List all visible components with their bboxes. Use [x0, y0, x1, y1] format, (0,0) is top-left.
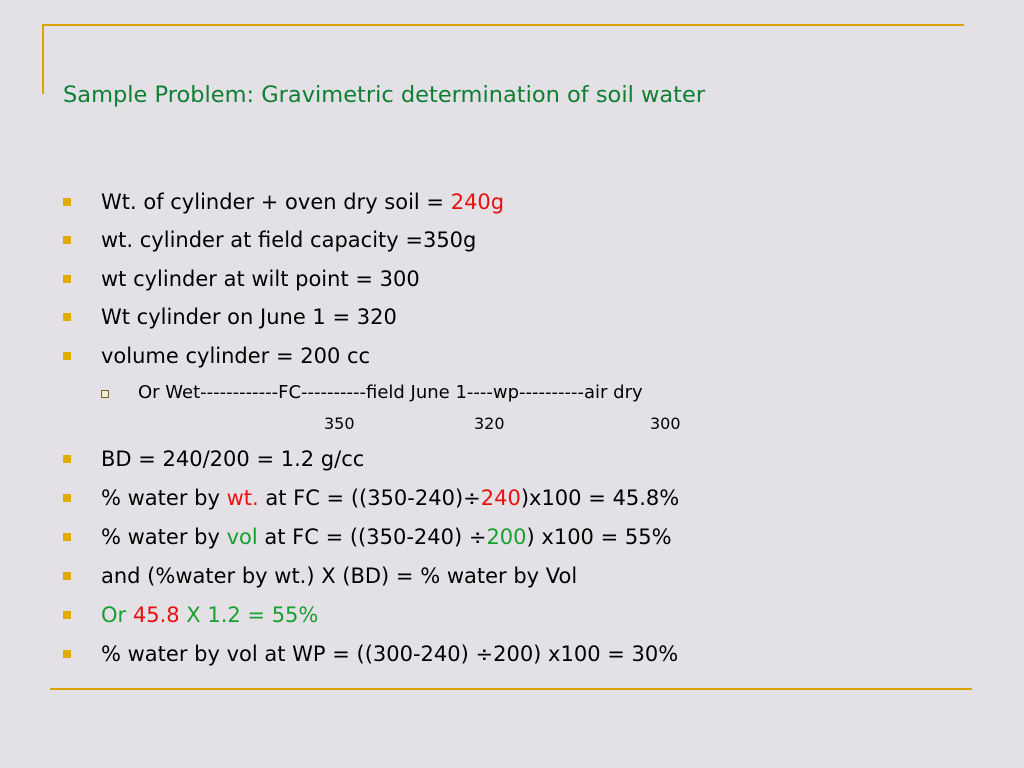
- bullet-text: and (%water by wt.) X (BD) = % water by Vol: [101, 564, 578, 588]
- bullet-icon: [63, 650, 71, 658]
- frame-top-line: [42, 24, 964, 26]
- frame-bottom-line: [50, 688, 972, 690]
- highlight-value: 45.8: [132, 603, 180, 627]
- value-label: 350: [324, 414, 355, 433]
- value-label: 320: [474, 414, 505, 433]
- bullet-text: Wt cylinder on June 1 = 320: [101, 305, 397, 329]
- highlight-word: vol: [226, 525, 258, 549]
- bullet-text: Wt. of cylinder + oven dry soil =: [101, 190, 451, 214]
- bullet-text: BD = 240/200 = 1.2 g/cc: [101, 447, 365, 471]
- sub-bullet-icon: [101, 390, 109, 398]
- text-segment: X 1.2 = 55%: [179, 603, 319, 627]
- highlight-value: 240g: [450, 190, 505, 214]
- bullet-text: volume cylinder = 200 cc: [101, 344, 371, 368]
- bullet-icon: [63, 572, 71, 580]
- text-segment: % water by: [101, 486, 227, 510]
- text-segment: Or: [101, 603, 133, 627]
- bullet-icon: [63, 611, 71, 619]
- text-segment: )x100 = 45.8%: [520, 486, 680, 510]
- bullet-icon: [63, 198, 71, 206]
- frame-left-line: [42, 24, 44, 94]
- text-segment: at FC = ((350-240)÷: [258, 486, 481, 510]
- bullet-icon: [63, 236, 71, 244]
- sub-list-item: Or Wet------------FC----------field June 1----wp----------air dry: [138, 382, 643, 403]
- bullet-text: wt. cylinder at field capacity =350g: [101, 228, 477, 252]
- bullet-icon: [63, 352, 71, 360]
- highlight-value: 200: [486, 525, 527, 549]
- bullet-icon: [63, 533, 71, 541]
- text-segment: ) x100 = 55%: [526, 525, 672, 549]
- text-segment: % water by: [101, 525, 227, 549]
- bullet-text: wt cylinder at wilt point = 300: [101, 267, 420, 291]
- bullet-text: % water by vol at WP = ((300-240) ÷200) x100 = 30%: [101, 642, 679, 666]
- value-label: 300: [650, 414, 681, 433]
- slide-title: Sample Problem: Gravimetric determination of soil water: [63, 82, 706, 108]
- highlight-value: 240: [480, 486, 521, 510]
- bullet-icon: [63, 313, 71, 321]
- bullet-icon: [63, 275, 71, 283]
- text-segment: at FC = ((350-240) ÷: [257, 525, 487, 549]
- bullet-icon: [63, 494, 71, 502]
- bullet-icon: [63, 455, 71, 463]
- highlight-word: wt.: [226, 486, 259, 510]
